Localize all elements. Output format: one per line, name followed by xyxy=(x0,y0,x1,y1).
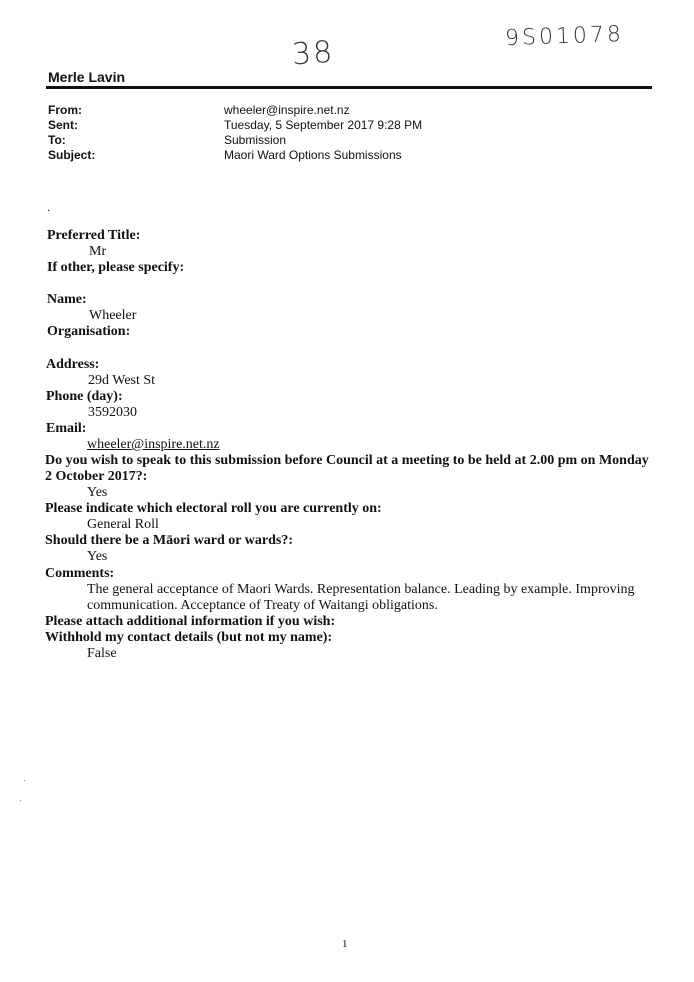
organisation-label: Organisation: xyxy=(47,324,131,339)
from-label: From: xyxy=(48,103,82,117)
other-specify-label: If other, please specify: xyxy=(47,260,185,275)
phone-value: 3592030 xyxy=(88,405,137,420)
header-rule xyxy=(46,86,652,89)
scan-speck xyxy=(24,780,25,781)
from-row xyxy=(48,103,350,118)
to-label: To: xyxy=(48,133,66,147)
address-label: Address: xyxy=(46,357,100,372)
email-label: Email: xyxy=(46,421,87,436)
scan-speck xyxy=(20,800,21,801)
subject-label: Subject: xyxy=(48,148,96,162)
roll-label: Please indicate which electoral roll you are currently on: xyxy=(45,501,382,516)
stray-mark: . xyxy=(47,200,51,214)
to-row xyxy=(48,133,286,148)
subject-value: Maori Ward Options Submissions xyxy=(224,148,402,162)
sent-label: Sent: xyxy=(48,118,78,132)
preferred-title-value: Mr xyxy=(89,244,107,259)
handwritten-page-number: 38 xyxy=(290,34,336,73)
sent-row xyxy=(48,118,422,133)
withhold-value: False xyxy=(87,646,117,661)
phone-label: Phone (day): xyxy=(46,389,123,404)
speak-question-line1: Do you wish to speak to this submission before Council at a meeting to be held at 2.00 pm on Monday xyxy=(45,453,649,468)
comments-value: The general acceptance of Maori Wards. Representation balance. Leading by example. Improving communication. Acceptance of Treaty of Waitangi obligations. xyxy=(87,582,635,613)
name-value: Wheeler xyxy=(89,308,137,323)
page-number: 1 xyxy=(342,938,348,950)
sent-value: Tuesday, 5 September 2017 9:28 PM xyxy=(224,118,423,132)
name-label: Name: xyxy=(47,292,87,307)
to-value: Submission xyxy=(224,133,287,147)
attach-label: Please attach additional information if you wish: xyxy=(45,614,336,629)
from-value: wheeler@inspire.net.nz xyxy=(224,103,350,117)
handwritten-reference: 9S01078 xyxy=(504,21,625,52)
withhold-label: Withhold my contact details (but not my name): xyxy=(45,630,333,645)
comments-label: Comments: xyxy=(45,566,115,581)
roll-value: General Roll xyxy=(87,517,159,532)
ward-label: Should there be a Māori ward or wards?: xyxy=(45,533,293,548)
sender-name: Merle Lavin xyxy=(48,69,126,85)
subject-row xyxy=(48,148,402,163)
preferred-title-label: Preferred Title: xyxy=(47,228,141,243)
speak-question-line2: 2 October 2017?: xyxy=(45,469,148,484)
address-value: 29d West St xyxy=(88,373,156,388)
email-link[interactable]: wheeler@inspire.net.nz xyxy=(87,437,220,452)
ward-value: Yes xyxy=(87,549,108,564)
speak-value: Yes xyxy=(87,485,108,500)
